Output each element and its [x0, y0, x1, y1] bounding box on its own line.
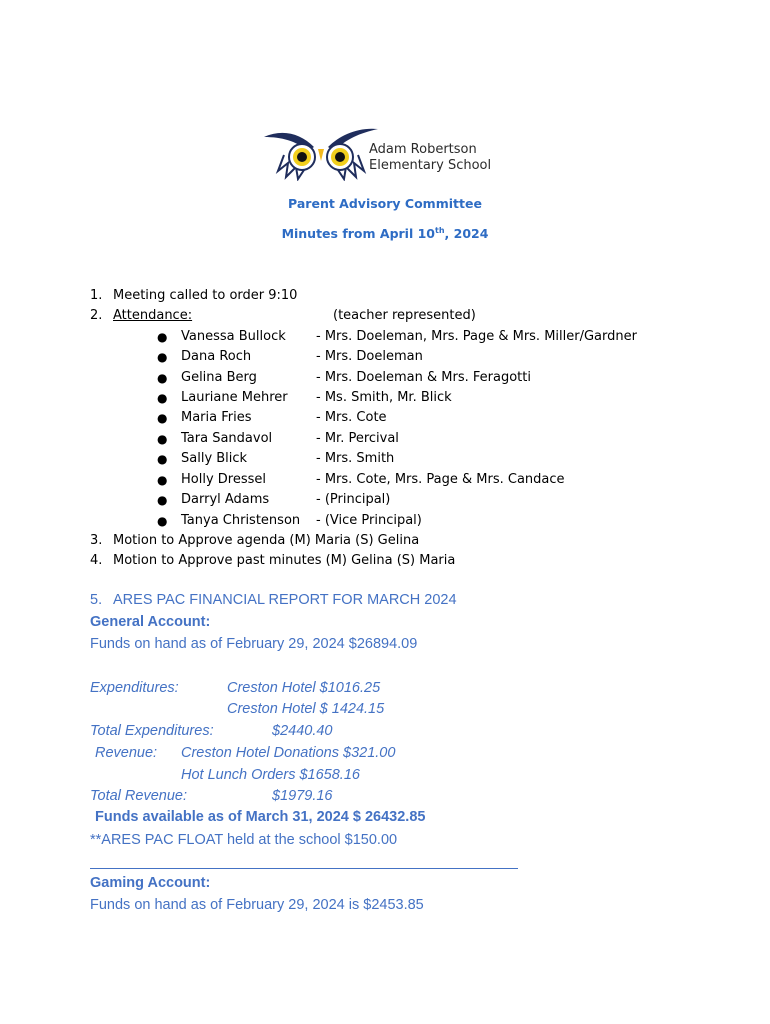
- section-divider: [90, 868, 518, 869]
- expenditure-item: Creston Hotel $ 1424.15: [227, 701, 385, 717]
- total-revenue-value: $1979.16: [272, 788, 333, 804]
- funds-on-hand: Funds on hand as of February 29, 2024 $26894.09: [90, 636, 418, 652]
- revenue-item: Hot Lunch Orders $1658.16: [181, 767, 360, 783]
- total-expenditures-value: $2440.40: [272, 723, 333, 739]
- total-expenditures-label: Total Expenditures:: [90, 723, 214, 739]
- document-subtitle: Minutes from April 10th, 2024: [281, 226, 489, 242]
- owl-logo-icon: [262, 125, 380, 181]
- revenue-item: Creston Hotel Donations $321.00: [181, 745, 396, 761]
- financial-report-title: 5. ARES PAC FINANCIAL REPORT FOR MARCH 2024: [90, 592, 457, 608]
- revenue-label: Revenue:: [95, 745, 158, 761]
- gaming-account-heading: Gaming Account:: [90, 875, 211, 891]
- gaming-funds: Funds on hand as of February 29, 2024 is $2453.85: [90, 897, 424, 913]
- funds-available: Funds available as of March 31, 2024 $ 26432.85: [95, 809, 426, 825]
- total-revenue-label: Total Revenue:: [90, 788, 188, 804]
- document-title: Parent Advisory Committee: [288, 196, 482, 211]
- attendance-note: (teacher represented): [333, 308, 476, 323]
- float-note: **ARES PAC FLOAT held at the school $150.00: [90, 832, 398, 848]
- general-account-heading: General Account:: [90, 614, 211, 630]
- expenditure-item: Creston Hotel $1016.25: [227, 680, 381, 696]
- school-name-line1: Adam Robertson: [369, 142, 477, 157]
- expenditures-label: Expenditures:: [90, 680, 179, 696]
- school-name-line2: Elementary School: [369, 158, 492, 173]
